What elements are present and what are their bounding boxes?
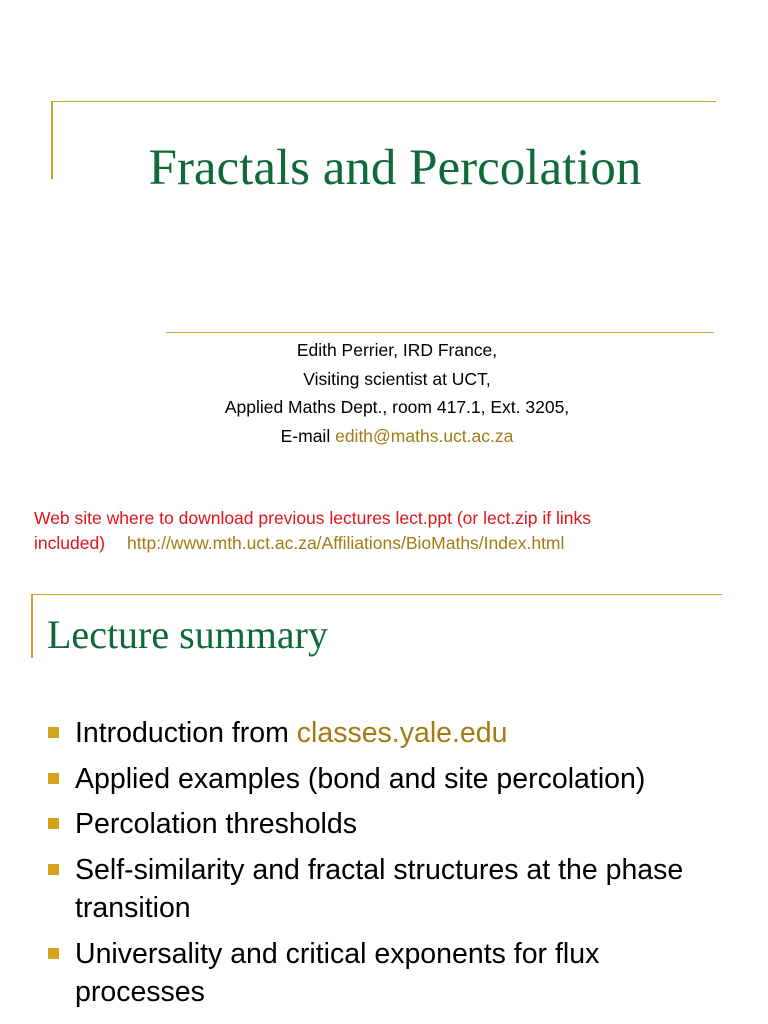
bullet-item xyxy=(0,935,768,1012)
subtitle-rule xyxy=(166,332,714,333)
bullet-text: Universality and critical exponents for flux processes xyxy=(75,937,600,1008)
web-note-text: Web site where to download previous lectures lect.ppt (or lect.zip if links included) xyxy=(34,508,592,553)
email-label: E-mail xyxy=(280,425,331,446)
summary-left-rule xyxy=(31,594,33,658)
square-bullet-icon xyxy=(48,948,59,959)
bullet-text: Applied examples (bond and site percolation) xyxy=(75,762,646,795)
bullet-item xyxy=(0,760,768,799)
author-email-line xyxy=(100,422,694,451)
bullet-item xyxy=(0,714,768,753)
square-bullet-icon xyxy=(48,773,59,784)
bullet-text: Percolation thresholds xyxy=(75,808,357,840)
title-top-rule xyxy=(52,101,716,102)
author-department: Applied Maths Dept., room 417.1, Ext. 3205, xyxy=(224,397,570,417)
author-name: Edith Perrier, IRD France, xyxy=(296,340,498,360)
author-position: Visiting scientist at UCT, xyxy=(303,368,491,389)
bullet-item xyxy=(0,805,768,844)
web-url-link[interactable]: http://www.mth.uct.ac.za/Affiliations/BioMaths/Index.html xyxy=(127,533,565,553)
square-bullet-icon xyxy=(48,727,59,738)
summary-title: Lecture summary xyxy=(47,612,328,657)
bullet-item xyxy=(0,851,768,928)
yale-link[interactable]: classes.yale.edu xyxy=(296,717,508,749)
bullet-text: Introduction from xyxy=(75,717,297,749)
slide-title: Fractals and Percolation xyxy=(148,140,642,196)
summary-top-rule xyxy=(32,594,722,595)
bullet-text: Self-similarity and fractal structures at the phase transition xyxy=(75,853,684,924)
square-bullet-icon xyxy=(48,864,59,875)
web-note xyxy=(34,506,754,556)
square-bullet-icon xyxy=(48,818,59,829)
summary-slide xyxy=(0,580,768,1024)
email-link[interactable]: edith@maths.uct.ac.za xyxy=(335,425,514,446)
summary-bullet-list xyxy=(0,714,768,1019)
author-block xyxy=(100,336,694,450)
